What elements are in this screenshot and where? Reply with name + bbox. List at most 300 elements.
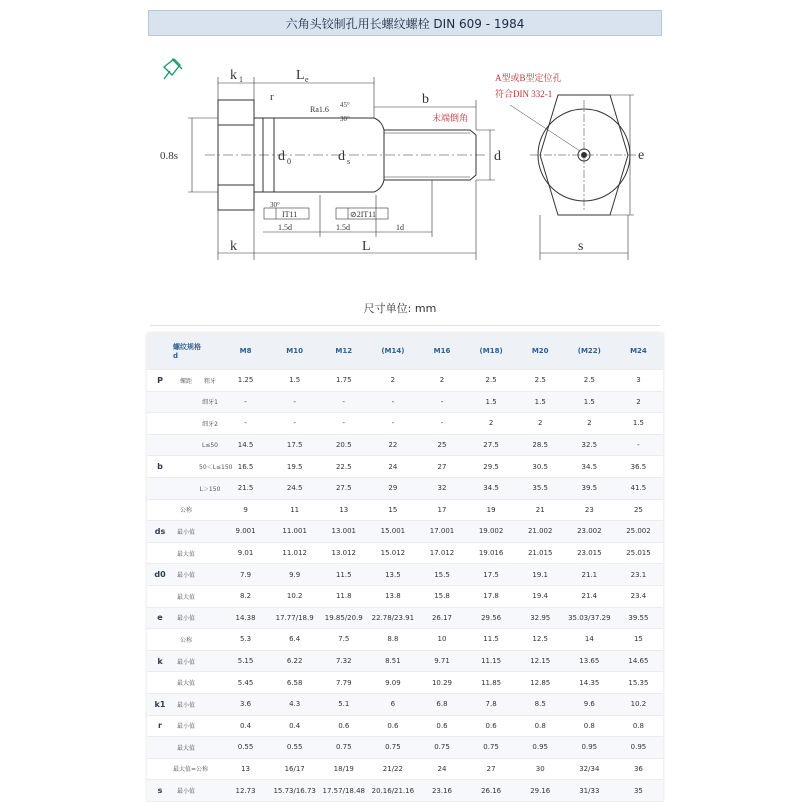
table-cell: 6 [368, 693, 417, 715]
size-header: M8 [221, 333, 270, 370]
row-subject [173, 456, 199, 478]
table-cell: 30 [516, 758, 565, 780]
table-cell: 1.5 [614, 413, 663, 435]
table-cell: 7.8 [467, 693, 516, 715]
table-row [147, 607, 663, 629]
row-symbol: k1 [147, 693, 173, 715]
row-subject: 公称 [173, 629, 199, 651]
row-condition [199, 607, 221, 629]
table-cell: 1.5 [516, 391, 565, 413]
table-cell: 2 [565, 413, 614, 435]
table-header-row [147, 333, 663, 370]
table-cell: 7.9 [221, 564, 270, 586]
table-cell: 11.8 [319, 585, 368, 607]
row-symbol: d0 [147, 564, 173, 586]
table-cell: 11.15 [467, 650, 516, 672]
label-r: r [270, 91, 274, 103]
table-cell: 27 [417, 456, 466, 478]
table-cell: 21.002 [516, 521, 565, 543]
table-cell: 16/17 [270, 758, 319, 780]
row-symbol [147, 758, 173, 780]
label-angle30b: 30° [270, 201, 280, 209]
table-cell: 0.6 [417, 715, 466, 737]
table-cell: 26.16 [467, 780, 516, 802]
table-row [147, 737, 663, 759]
row-subject [173, 413, 199, 435]
table-cell: 32 [417, 477, 466, 499]
table-cell: 17.001 [417, 521, 466, 543]
label-angle30a: 30° [340, 115, 350, 123]
table-cell: 32.95 [516, 607, 565, 629]
table-cell: 0.6 [467, 715, 516, 737]
table-cell: - [270, 391, 319, 413]
size-header: M10 [270, 333, 319, 370]
row-symbol [147, 499, 173, 521]
label-k: k [230, 239, 237, 254]
table-row [147, 629, 663, 651]
table-cell: 10.2 [614, 693, 663, 715]
table-cell: 19.4 [516, 585, 565, 607]
table-cell: - [319, 413, 368, 435]
table-cell: 12.5 [516, 629, 565, 651]
row-subject: 最大值=公称 [173, 758, 199, 780]
row-subject: 公称 [173, 499, 199, 521]
table-cell: 36 [614, 758, 663, 780]
table-cell: 23.002 [565, 521, 614, 543]
row-subject: 最大值 [173, 737, 199, 759]
table-cell: 15.001 [368, 521, 417, 543]
row-symbol [147, 737, 173, 759]
table-cell: 14.35 [565, 672, 614, 694]
table-cell: 0.4 [270, 715, 319, 737]
table-cell: 34.5 [467, 477, 516, 499]
row-subject: 最大值 [173, 542, 199, 564]
table-row [147, 499, 663, 521]
table-cell: 0.95 [614, 737, 663, 759]
table-cell: 19 [467, 499, 516, 521]
row-condition: 细牙2 [199, 413, 221, 435]
table-cell: 21.1 [565, 564, 614, 586]
table-cell: 13 [319, 499, 368, 521]
row-condition: L≤50 [199, 434, 221, 456]
table-cell: 0.8 [516, 715, 565, 737]
table-cell: 17.5 [270, 434, 319, 456]
table-cell: 14.5 [221, 434, 270, 456]
row-condition [199, 542, 221, 564]
table-cell: 9.01 [221, 542, 270, 564]
label-end-chamfer: 末端倒角 [432, 113, 469, 123]
row-condition: L＞150 [199, 477, 221, 499]
table-row [147, 585, 663, 607]
table-cell: 15.5 [417, 564, 466, 586]
unit-label: 尺寸单位: mm [363, 302, 437, 315]
row-subject [173, 477, 199, 499]
table-cell: 0.8 [565, 715, 614, 737]
row-subject [173, 434, 199, 456]
table-cell: 2.5 [565, 370, 614, 392]
table-cell: 21.015 [516, 542, 565, 564]
table-cell: 6.58 [270, 672, 319, 694]
row-condition [199, 715, 221, 737]
table-cell: 10.29 [417, 672, 466, 694]
table-row [147, 434, 663, 456]
label-1d: 1d [396, 223, 404, 232]
row-symbol: e [147, 607, 173, 629]
table-cell: 2 [417, 370, 466, 392]
table-cell: 22 [368, 434, 417, 456]
table-cell: - [221, 413, 270, 435]
row-condition [199, 629, 221, 651]
table-cell: 11.5 [319, 564, 368, 586]
row-subject: 最大值 [173, 672, 199, 694]
table-cell: 5.3 [221, 629, 270, 651]
table-cell: 9.9 [270, 564, 319, 586]
table-cell: 6.22 [270, 650, 319, 672]
row-condition [199, 521, 221, 543]
row-subject: 最小值 [173, 693, 199, 715]
table-cell: 29.56 [467, 607, 516, 629]
table-cell: 0.75 [467, 737, 516, 759]
label-15d-b: 1.5d [336, 223, 350, 232]
table-cell: 5.1 [319, 693, 368, 715]
table-cell: 25.015 [614, 542, 663, 564]
table-cell: 11.5 [467, 629, 516, 651]
row-condition: 细牙1 [199, 391, 221, 413]
label-k1: k [230, 68, 237, 83]
row-symbol [147, 672, 173, 694]
table-cell: 0.75 [368, 737, 417, 759]
table-cell: 12.73 [221, 780, 270, 802]
table-cell: 12.15 [516, 650, 565, 672]
table-cell: 17.012 [417, 542, 466, 564]
table-cell: 29.16 [516, 780, 565, 802]
table-cell: 21/22 [368, 758, 417, 780]
table-cell: 25 [614, 499, 663, 521]
label-ds: d [338, 149, 345, 164]
table-cell: 2 [614, 391, 663, 413]
label-angle45: 45° [340, 101, 350, 109]
table-cell: 19.85/20.9 [319, 607, 368, 629]
row-condition [199, 780, 221, 802]
table-cell: 19.5 [270, 456, 319, 478]
size-header: (M14) [368, 333, 417, 370]
table-row [147, 391, 663, 413]
pin-icon [164, 59, 182, 79]
table-cell: 2 [516, 413, 565, 435]
row-subject: 螺距 [173, 370, 199, 392]
table-cell: 1.5 [270, 370, 319, 392]
table-cell: 1.5 [565, 391, 614, 413]
row-subject: 最小值 [173, 564, 199, 586]
table-cell: 3 [614, 370, 663, 392]
table-cell: 29.5 [467, 456, 516, 478]
table-row [147, 370, 663, 392]
table-cell: 17.8 [467, 585, 516, 607]
label-b: b [422, 92, 429, 107]
table-cell: 27.5 [319, 477, 368, 499]
table-cell: 23.015 [565, 542, 614, 564]
table-cell: 7.79 [319, 672, 368, 694]
table-cell: 24.5 [270, 477, 319, 499]
label-ds-sub: s [347, 157, 351, 166]
table-cell: 11.001 [270, 521, 319, 543]
table-cell: 11.012 [270, 542, 319, 564]
table-cell: 22.78/23.91 [368, 607, 417, 629]
label-ra: Ra1.6 [310, 105, 329, 114]
row-condition [199, 693, 221, 715]
table-cell: 0.75 [319, 737, 368, 759]
table-cell: 15.8 [417, 585, 466, 607]
label-tol1: IT11 [282, 210, 298, 219]
table-row [147, 650, 663, 672]
table-cell: 9.001 [221, 521, 270, 543]
table-cell: 15.73/16.73 [270, 780, 319, 802]
row-symbol [147, 585, 173, 607]
table-cell: 10 [417, 629, 466, 651]
table-cell: 1.5 [467, 391, 516, 413]
table-row [147, 542, 663, 564]
row-condition [199, 650, 221, 672]
table-cell: 14.38 [221, 607, 270, 629]
table-cell: 21.5 [221, 477, 270, 499]
table-cell: 6.8 [417, 693, 466, 715]
table-cell: - [368, 413, 417, 435]
table-row [147, 715, 663, 737]
table-cell: 25.002 [614, 521, 663, 543]
table-cell: 13.012 [319, 542, 368, 564]
table-cell: 20.16/21.16 [368, 780, 417, 802]
row-condition [199, 564, 221, 586]
table-row [147, 693, 663, 715]
table-cell: 15.35 [614, 672, 663, 694]
table-cell: 0.55 [270, 737, 319, 759]
label-le-sub: e [305, 75, 309, 84]
table-cell: 23.1 [614, 564, 663, 586]
table-cell: 39.55 [614, 607, 663, 629]
table-cell: 5.15 [221, 650, 270, 672]
table-cell: 29 [368, 477, 417, 499]
row-condition [199, 585, 221, 607]
table-cell: 15 [368, 499, 417, 521]
table-cell: - [221, 391, 270, 413]
table-cell: 8.2 [221, 585, 270, 607]
label-hole-standard: 符合DIN 332-1 [495, 89, 553, 99]
table-row [147, 564, 663, 586]
table-cell: 11 [270, 499, 319, 521]
table-cell: - [270, 413, 319, 435]
table-row [147, 477, 663, 499]
row-condition: 50＜L≤150 [199, 456, 221, 478]
row-condition: 粗牙 [199, 370, 221, 392]
table-cell: 26.17 [417, 607, 466, 629]
table-cell: - [614, 434, 663, 456]
label-d0-sub: 0 [287, 157, 291, 166]
table-cell: 2 [368, 370, 417, 392]
table-cell: 25 [417, 434, 466, 456]
header-label-text: 螺纹规格 [173, 343, 201, 351]
table-cell: 9 [221, 499, 270, 521]
table-cell: 22.5 [319, 456, 368, 478]
row-subject: 最小值 [173, 521, 199, 543]
table-cell: 2 [467, 413, 516, 435]
label-d0: d [278, 149, 285, 164]
label-d: d [494, 149, 501, 164]
table-cell: 13 [221, 758, 270, 780]
table-row [147, 672, 663, 694]
label-s: s [578, 239, 584, 254]
table-cell: 0.95 [565, 737, 614, 759]
table-cell: 5.45 [221, 672, 270, 694]
size-header: (M18) [467, 333, 516, 370]
table-cell: 28.5 [516, 434, 565, 456]
row-condition [199, 499, 221, 521]
table-cell: - [319, 391, 368, 413]
table-cell: 0.6 [368, 715, 417, 737]
table-cell: 17.5 [467, 564, 516, 586]
table-cell: 19.1 [516, 564, 565, 586]
table-cell: 0.8 [614, 715, 663, 737]
label-hole-type: A型或B型定位孔 [495, 73, 562, 83]
size-header: M24 [614, 333, 663, 370]
table-row [147, 780, 663, 802]
size-header: M16 [417, 333, 466, 370]
label-k1-sub: 1 [239, 75, 243, 84]
table-cell: - [417, 413, 466, 435]
table-cell: 24 [417, 758, 466, 780]
row-subject: 最小值 [173, 650, 199, 672]
table-cell: - [368, 391, 417, 413]
row-symbol: k [147, 650, 173, 672]
label-tol2: ⊘2IT11 [350, 210, 376, 219]
row-condition [199, 737, 221, 759]
table-cell: 0.95 [516, 737, 565, 759]
page-title-text: 六角头铰制孔用长螺纹螺栓 DIN 609 - 1984 [285, 16, 525, 31]
label-L: L [362, 239, 371, 254]
row-symbol [147, 391, 173, 413]
table-cell: - [417, 391, 466, 413]
row-symbol: P [147, 370, 173, 392]
row-symbol [147, 434, 173, 456]
table-cell: 20.5 [319, 434, 368, 456]
table-cell: 17.77/18.9 [270, 607, 319, 629]
spec-table [147, 333, 663, 802]
table-cell: 2.5 [516, 370, 565, 392]
header-label-sub: d [173, 352, 179, 360]
label-e: e [638, 148, 645, 163]
table-row [147, 413, 663, 435]
table-cell: 0.6 [319, 715, 368, 737]
bolt-technical-drawing [150, 45, 660, 270]
row-symbol: r [147, 715, 173, 737]
table-cell: 0.55 [221, 737, 270, 759]
row-symbol: s [147, 780, 173, 802]
row-symbol [147, 629, 173, 651]
row-subject: 最小值 [173, 780, 199, 802]
table-cell: 18/19 [319, 758, 368, 780]
table-cell: 35 [614, 780, 663, 802]
row-subject [173, 391, 199, 413]
table-cell: 23.4 [614, 585, 663, 607]
table-cell: 17.57/18.48 [319, 780, 368, 802]
table-cell: 13.001 [319, 521, 368, 543]
table-cell: 9.71 [417, 650, 466, 672]
label-08s: 0.8s [160, 150, 179, 162]
table-cell: 0.4 [221, 715, 270, 737]
page-title [148, 10, 662, 36]
table-cell: 6.4 [270, 629, 319, 651]
table-cell: 27 [467, 758, 516, 780]
table-cell: 35.03/37.29 [565, 607, 614, 629]
table-cell: 0.75 [417, 737, 466, 759]
table-cell: 9.09 [368, 672, 417, 694]
table-cell: 3.6 [221, 693, 270, 715]
size-header: M20 [516, 333, 565, 370]
table-cell: 19.016 [467, 542, 516, 564]
row-symbol [147, 542, 173, 564]
table-cell: 19.002 [467, 521, 516, 543]
table-cell: 21 [516, 499, 565, 521]
label-le: L [296, 68, 305, 83]
table-cell: 15.012 [368, 542, 417, 564]
table-cell: 1.25 [221, 370, 270, 392]
table-cell: 7.32 [319, 650, 368, 672]
table-cell: 1.75 [319, 370, 368, 392]
table-cell: 21.4 [565, 585, 614, 607]
table-cell: 16.5 [221, 456, 270, 478]
table-cell: 27.5 [467, 434, 516, 456]
table-cell: 36.5 [614, 456, 663, 478]
table-cell: 13.65 [565, 650, 614, 672]
row-symbol [147, 413, 173, 435]
table-cell: 2.5 [467, 370, 516, 392]
table-row [147, 456, 663, 478]
table-cell: 13.8 [368, 585, 417, 607]
table-cell: 4.3 [270, 693, 319, 715]
table-cell: 14.65 [614, 650, 663, 672]
label-15d-a: 1.5d [278, 223, 292, 232]
table-cell: 7.5 [319, 629, 368, 651]
table-cell: 35.5 [516, 477, 565, 499]
table-cell: 11.85 [467, 672, 516, 694]
table-cell: 23.16 [417, 780, 466, 802]
table-cell: 17 [417, 499, 466, 521]
table-cell: 23 [565, 499, 614, 521]
size-header: M12 [319, 333, 368, 370]
table-cell: 15 [614, 629, 663, 651]
row-subject: 最小值 [173, 607, 199, 629]
table-cell: 12.85 [516, 672, 565, 694]
table-cell: 8.8 [368, 629, 417, 651]
row-symbol [147, 477, 173, 499]
table-cell: 14 [565, 629, 614, 651]
table-cell: 10.2 [270, 585, 319, 607]
row-symbol: b [147, 456, 173, 478]
table-cell: 8.5 [516, 693, 565, 715]
table-cell: 13.5 [368, 564, 417, 586]
divider [150, 325, 660, 326]
table-cell: 31/33 [565, 780, 614, 802]
row-subject: 最小值 [173, 715, 199, 737]
size-header: (M22) [565, 333, 614, 370]
table-cell: 24 [368, 456, 417, 478]
table-cell: 39.5 [565, 477, 614, 499]
table-cell: 34.5 [565, 456, 614, 478]
table-cell: 32.5 [565, 434, 614, 456]
table-cell: 41.5 [614, 477, 663, 499]
row-symbol: ds [147, 521, 173, 543]
row-subject: 最大值 [173, 585, 199, 607]
table-row [147, 521, 663, 543]
